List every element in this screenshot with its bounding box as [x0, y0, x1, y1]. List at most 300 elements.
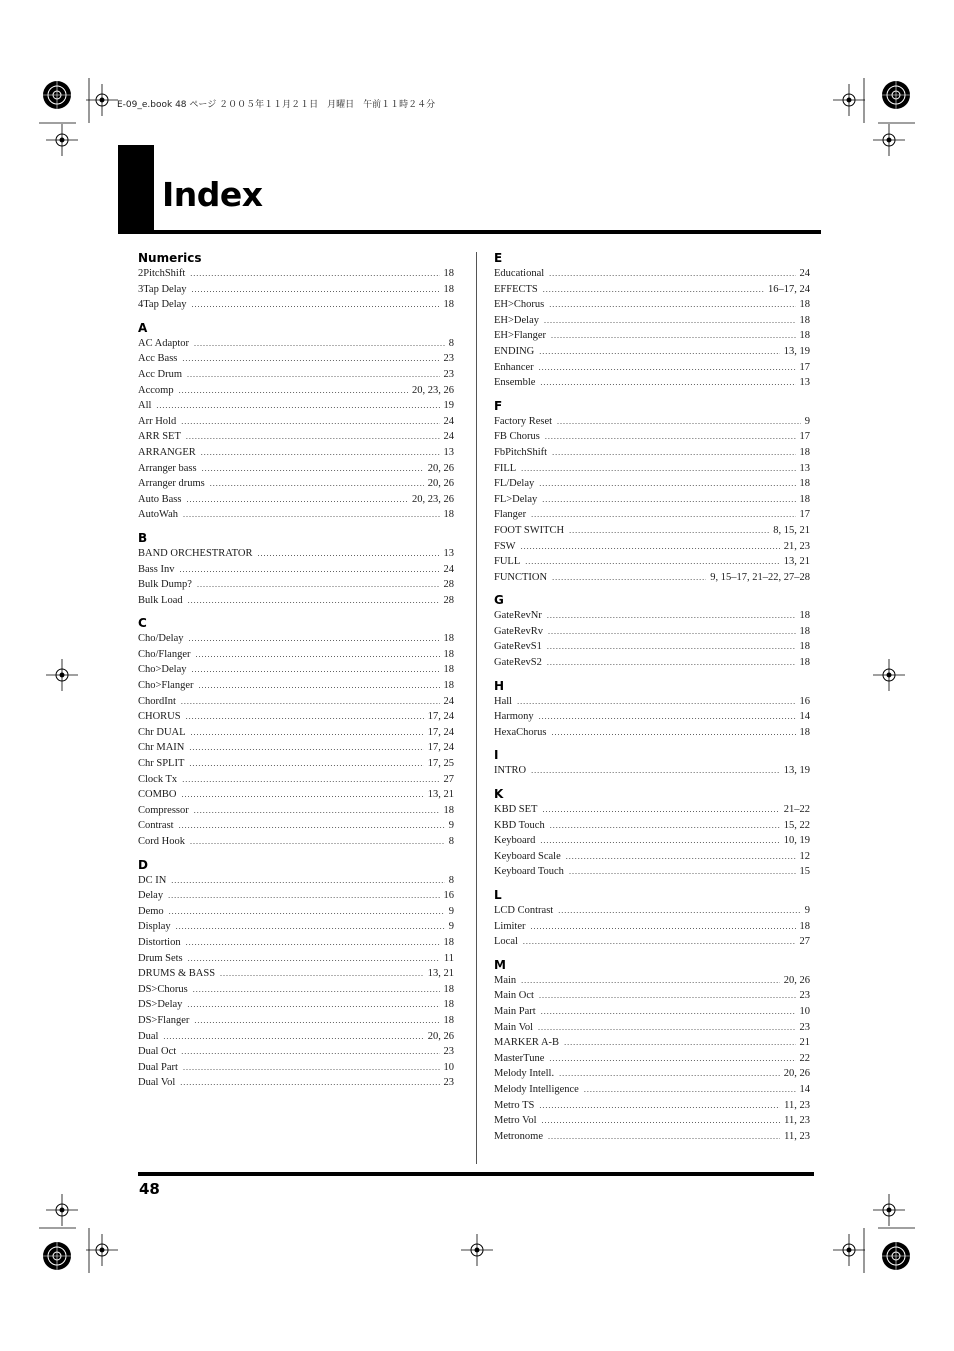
entry-pages: 20, 26: [427, 1030, 454, 1042]
entry-pages: 23: [443, 1077, 454, 1089]
entry-term: Melody Intell.: [494, 1068, 555, 1080]
entry-pages: 13, 19: [783, 345, 810, 357]
index-entry: [138, 725, 454, 741]
index-entry: [494, 266, 810, 282]
dot-leader: [179, 818, 445, 834]
dot-leader: [202, 461, 424, 477]
entry-pages: 11: [443, 952, 454, 964]
entry-term: Ensemble: [494, 377, 536, 389]
dot-leader: [547, 608, 796, 624]
entry-pages: 13, 21: [427, 968, 454, 980]
dot-leader: [189, 756, 423, 772]
entry-term: Metro TS: [494, 1099, 535, 1111]
index-entry: [138, 383, 454, 399]
dot-leader: [566, 849, 796, 865]
index-entry: [494, 1113, 810, 1129]
index-entry: [138, 694, 454, 710]
index-entry: [494, 934, 810, 950]
index-entry: [494, 818, 810, 834]
index-entry: [494, 461, 810, 477]
entry-term: ARR SET: [138, 431, 181, 443]
entry-term: FILL: [494, 462, 517, 474]
entry-term: ENDING: [494, 345, 535, 357]
dot-leader: [187, 367, 439, 383]
index-entry: [494, 694, 810, 710]
index-section: [494, 786, 810, 880]
entry-pages: 18: [799, 610, 810, 622]
entry-pages: 24: [443, 695, 454, 707]
entry-term: AC Adaptor: [138, 337, 190, 349]
entry-pages: 18: [443, 1014, 454, 1026]
index-entry: [138, 562, 454, 578]
entry-pages: 13: [443, 446, 454, 458]
section-heading: L: [494, 888, 502, 902]
index-entry: [138, 398, 454, 414]
dot-leader: [552, 445, 795, 461]
entry-term: DS>Delay: [138, 999, 183, 1011]
dot-leader: [531, 507, 795, 523]
entry-term: Cho>Delay: [138, 664, 187, 676]
dot-leader: [584, 1082, 796, 1098]
index-entry: [138, 507, 454, 523]
index-entry: [138, 756, 454, 772]
entry-pages: 8, 15, 21: [773, 524, 810, 536]
entry-pages: 24: [799, 268, 810, 279]
index-entry: [494, 414, 810, 430]
dot-leader: [539, 360, 796, 376]
entry-term: Delay: [138, 890, 164, 902]
section-heading: I: [494, 748, 499, 763]
index-section: [494, 957, 810, 1145]
index-entry: [138, 1044, 454, 1060]
entry-term: GateRevS1: [494, 641, 542, 653]
entry-term: KBD SET: [494, 804, 538, 816]
dot-leader: [547, 655, 796, 671]
entry-term: Distortion: [138, 936, 181, 948]
dot-leader: [190, 834, 445, 850]
dot-leader: [156, 398, 439, 414]
page-number: 48: [139, 1180, 160, 1198]
index-entry: [138, 709, 454, 725]
index-entry: [138, 966, 454, 982]
entry-pages: 8: [448, 337, 454, 349]
index-entry: [138, 297, 454, 313]
index-entry: [138, 662, 454, 678]
index-entry: [494, 429, 810, 445]
entry-pages: 12: [799, 850, 810, 862]
footer-rule: [138, 1172, 814, 1176]
index-entry: [494, 988, 810, 1004]
index-section: [494, 678, 810, 741]
entry-term: Dual Oct: [138, 1046, 177, 1058]
entry-pages: 13, 21: [783, 556, 810, 568]
index-section: [138, 250, 454, 313]
entry-term: MARKER A-B: [494, 1037, 560, 1049]
index-entry: [138, 919, 454, 935]
entry-pages: 18: [443, 983, 454, 995]
entry-term: Harmony: [494, 711, 534, 723]
entry-pages: 9: [804, 905, 810, 916]
entry-pages: 10: [799, 1005, 810, 1017]
dot-leader: [550, 818, 780, 834]
entry-pages: 23: [799, 1021, 810, 1033]
dot-leader: [521, 539, 780, 555]
index-entry: [138, 476, 454, 492]
index-entry: [138, 1013, 454, 1029]
entry-pages: 15, 22: [783, 819, 810, 831]
entry-term: Chr MAIN: [138, 742, 185, 754]
section-heading: F: [494, 398, 503, 413]
entry-pages: 18: [443, 999, 454, 1011]
dot-leader: [196, 647, 440, 663]
index-entry: [138, 873, 454, 889]
entry-term: Keyboard Scale: [494, 850, 561, 862]
entry-pages: 20, 26: [427, 462, 454, 474]
index-entry: [494, 375, 810, 391]
entry-term: Chr DUAL: [138, 726, 186, 738]
entry-term: KBD Touch: [494, 819, 545, 831]
dot-leader: [542, 492, 795, 508]
dot-leader: [539, 988, 796, 1004]
entry-term: EH>Flanger: [494, 330, 546, 342]
entry-term: HexaChorus: [494, 726, 547, 738]
dot-leader: [197, 577, 440, 593]
section-heading: M: [494, 957, 506, 972]
dot-leader: [192, 282, 440, 298]
index-entry: [494, 523, 810, 539]
dot-leader: [542, 802, 779, 818]
index-section: [494, 887, 810, 950]
entry-pages: 11, 23: [784, 1099, 810, 1111]
entry-term: Factory Reset: [494, 415, 553, 427]
entry-term: Limiter: [494, 920, 526, 932]
dot-leader: [557, 414, 801, 430]
index-entry: [494, 655, 810, 671]
index-entry: [138, 445, 454, 461]
index-entry: [138, 429, 454, 445]
dot-leader: [169, 904, 445, 920]
index-entry: [494, 476, 810, 492]
index-entry: [138, 982, 454, 998]
entry-pages: 8: [448, 874, 454, 886]
index-entry: [494, 709, 810, 725]
entry-term: Hall: [494, 695, 513, 707]
entry-pages: 18: [443, 268, 454, 279]
page-title: Index: [162, 175, 263, 214]
entry-pages: 18: [799, 726, 810, 738]
dot-leader: [191, 725, 424, 741]
entry-pages: 9: [804, 415, 810, 427]
dot-leader: [181, 694, 440, 710]
entry-term: FbPitchShift: [494, 446, 548, 458]
entry-term: Clock Tx: [138, 773, 178, 785]
dot-leader: [547, 639, 796, 655]
entry-pages: 17: [799, 361, 810, 373]
entry-term: Auto Bass: [138, 493, 182, 505]
entry-term: AutoWah: [138, 509, 178, 521]
dot-leader: [523, 934, 796, 950]
dot-leader: [181, 1044, 439, 1060]
entry-term: Main Oct: [494, 990, 534, 1002]
dot-leader: [257, 546, 439, 562]
entry-term: DRUMS & BASS: [138, 968, 216, 980]
entry-term: DC IN: [138, 874, 167, 886]
entry-pages: 16: [443, 890, 454, 902]
entry-pages: 19: [443, 400, 454, 412]
entry-pages: 18: [443, 633, 454, 645]
entry-term: Main Part: [494, 1005, 536, 1017]
index-entry: [138, 1060, 454, 1076]
dot-leader: [543, 282, 764, 298]
entry-pages: 23: [799, 990, 810, 1002]
entry-term: Cho/Flanger: [138, 648, 191, 660]
dot-leader: [181, 414, 439, 430]
entry-pages: 20, 26: [783, 974, 810, 986]
entry-pages: 18: [799, 493, 810, 505]
entry-pages: 17: [799, 509, 810, 521]
index-section: [138, 530, 454, 608]
dot-leader: [539, 476, 795, 492]
entry-term: Drum Sets: [138, 952, 183, 964]
entry-pages: 18: [443, 664, 454, 676]
dot-leader: [548, 1129, 780, 1145]
index-entry: [138, 282, 454, 298]
entry-term: Main: [494, 974, 517, 986]
entry-term: Bulk Load: [138, 594, 183, 606]
index-entry: [138, 935, 454, 951]
dot-leader: [569, 523, 769, 539]
entry-term: DS>Chorus: [138, 983, 188, 995]
index-entry: [494, 570, 810, 586]
section-heading: A: [138, 320, 148, 335]
entry-term: BAND ORCHESTRATOR: [138, 547, 253, 559]
entry-term: FL/Delay: [494, 478, 535, 490]
entry-term: FULL: [494, 556, 521, 568]
entry-pages: 10, 19: [783, 835, 810, 847]
entry-pages: 17, 25: [427, 758, 454, 770]
entry-term: Dual Vol: [138, 1077, 176, 1089]
index-entry: [494, 1129, 810, 1145]
entry-term: Main Vol: [494, 1021, 533, 1033]
index-entry: [138, 546, 454, 562]
entry-pages: 14: [799, 711, 810, 723]
dot-leader: [188, 593, 440, 609]
entry-term: FB Chorus: [494, 431, 540, 443]
dot-leader: [171, 873, 444, 889]
entry-pages: 17, 24: [427, 742, 454, 754]
index-entry: [138, 577, 454, 593]
index-entry: [494, 1098, 810, 1114]
index-entry: [138, 631, 454, 647]
entry-term: Chr SPLIT: [138, 758, 185, 770]
index-entry: [138, 888, 454, 904]
entry-term: Cord Hook: [138, 836, 185, 847]
dot-leader: [168, 888, 439, 904]
dot-leader: [183, 1060, 440, 1076]
dot-leader: [183, 507, 440, 523]
index-entry: [494, 282, 810, 298]
index-entry: [494, 1082, 810, 1098]
dot-leader: [549, 297, 795, 313]
dot-leader: [189, 631, 440, 647]
entry-pages: 24: [443, 431, 454, 443]
index-entry: [494, 554, 810, 570]
section-heading: B: [138, 530, 148, 545]
index-section: [138, 320, 454, 523]
index-entry: [494, 328, 810, 344]
dot-leader: [531, 919, 796, 935]
dot-leader: [220, 966, 424, 982]
entry-term: Acc Bass: [138, 353, 178, 365]
entry-term: Display: [138, 921, 171, 933]
dot-leader: [539, 344, 780, 360]
index-entry: [138, 414, 454, 430]
dot-leader: [558, 903, 801, 919]
entry-pages: 18: [799, 446, 810, 458]
entry-term: Dual Part: [138, 1061, 178, 1073]
index-entry: [494, 507, 810, 523]
index-section: [494, 592, 810, 670]
index-entry: [494, 445, 810, 461]
entry-pages: 11, 23: [784, 1130, 810, 1142]
index-entry: [494, 1020, 810, 1036]
index-entry: [138, 367, 454, 383]
entry-term: Cho>Flanger: [138, 680, 194, 692]
dot-leader: [182, 787, 424, 803]
entry-term: EH>Delay: [494, 314, 539, 326]
index-entry: [494, 849, 810, 865]
index-entry: [138, 951, 454, 967]
index-section: [494, 747, 810, 779]
entry-term: Arr Hold: [138, 415, 177, 427]
entry-term: FUNCTION: [494, 571, 548, 583]
dot-leader: [186, 492, 408, 508]
index-entry: [494, 802, 810, 818]
index-section: [138, 857, 454, 1091]
index-entry: [494, 919, 810, 935]
dot-leader: [199, 678, 440, 694]
dot-leader: [192, 662, 440, 678]
dot-leader: [182, 351, 439, 367]
dot-leader: [194, 336, 445, 352]
entry-term: ARRANGER: [138, 446, 196, 458]
entry-pages: 18: [799, 641, 810, 653]
entry-term: Metronome: [494, 1130, 543, 1142]
entry-pages: 13, 21: [427, 789, 454, 801]
dot-leader: [569, 864, 796, 880]
title-bar: [118, 145, 154, 231]
entry-term: Dual: [138, 1030, 159, 1042]
entry-pages: 23: [443, 353, 454, 365]
entry-pages: 20, 26: [427, 478, 454, 490]
entry-term: Metro Vol: [494, 1115, 537, 1127]
index-column-right: [494, 250, 810, 1144]
index-entry: [138, 834, 454, 850]
dot-leader: [549, 1051, 795, 1067]
entry-term: FL>Delay: [494, 493, 538, 505]
entry-pages: 18: [443, 804, 454, 816]
dot-leader: [188, 951, 440, 967]
entry-term: COMBO: [138, 789, 177, 801]
entry-pages: 13: [443, 547, 454, 559]
dot-leader: [187, 997, 439, 1013]
entry-term: Acc Drum: [138, 368, 183, 380]
dot-leader: [545, 429, 796, 445]
entry-term: Arranger drums: [138, 478, 205, 490]
index-section: [494, 398, 810, 586]
index-entry: [494, 360, 810, 376]
index-entry: [494, 492, 810, 508]
entry-pages: 18: [443, 648, 454, 660]
entry-pages: 18: [443, 509, 454, 521]
index-entry: [138, 1075, 454, 1091]
entry-pages: 24: [443, 415, 454, 427]
index-entry: [494, 313, 810, 329]
index-entry: [138, 740, 454, 756]
section-heading: Numerics: [138, 251, 202, 265]
index-entry: [494, 297, 810, 313]
entry-term: FSW: [494, 540, 516, 552]
entry-term: MasterTune: [494, 1052, 545, 1064]
entry-pages: 10: [443, 1061, 454, 1073]
entry-term: Arranger bass: [138, 462, 197, 474]
entry-term: Demo: [138, 905, 164, 917]
entry-term: DS>Flanger: [138, 1014, 190, 1026]
dot-leader: [541, 1004, 796, 1020]
entry-pages: 27: [443, 773, 454, 785]
dot-leader: [192, 297, 440, 313]
entry-pages: 18: [799, 657, 810, 669]
index-entry: [138, 818, 454, 834]
index-entry: [494, 1004, 810, 1020]
entry-term: INTRO: [494, 765, 527, 777]
index-entry: [138, 1029, 454, 1045]
entry-pages: 9: [448, 905, 454, 917]
entry-pages: 16: [799, 695, 810, 707]
entry-pages: 18: [799, 625, 810, 637]
entry-pages: 18: [443, 283, 454, 295]
dot-leader: [539, 1098, 780, 1114]
dot-leader: [180, 1075, 439, 1091]
entry-pages: 24: [443, 563, 454, 575]
dot-leader: [538, 1020, 796, 1036]
entry-term: LCD Contrast: [494, 905, 554, 916]
entry-pages: 9: [448, 820, 454, 832]
index-entry: [494, 903, 810, 919]
dot-leader: [540, 375, 795, 391]
entry-pages: 28: [443, 594, 454, 606]
entry-term: All: [138, 400, 152, 412]
entry-pages: 9: [448, 921, 454, 933]
title-rule: [118, 230, 821, 234]
index-entry: [138, 593, 454, 609]
entry-pages: 13, 19: [783, 765, 810, 777]
index-entry: [138, 803, 454, 819]
index-entry: [494, 608, 810, 624]
dot-leader: [542, 1113, 781, 1129]
index-entry: [494, 1035, 810, 1051]
entry-pages: 21–22: [783, 804, 810, 816]
index-entry: [494, 1051, 810, 1067]
index-column-left: [138, 250, 454, 1091]
dot-leader: [190, 266, 439, 282]
entry-pages: 27: [799, 936, 810, 948]
entry-pages: 17, 24: [427, 726, 454, 738]
section-heading: G: [494, 593, 504, 608]
dot-leader: [549, 266, 795, 282]
entry-pages: 18: [799, 314, 810, 326]
column-divider: [476, 252, 477, 1164]
